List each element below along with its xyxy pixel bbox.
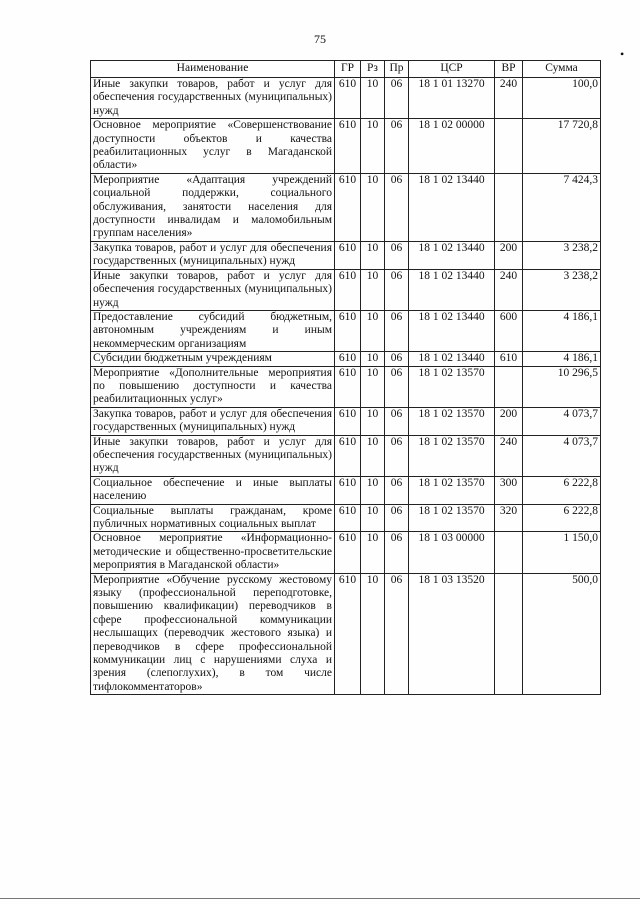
header-sum: Сумма <box>523 61 601 78</box>
row-vr: 200 <box>495 241 523 269</box>
row-gr: 610 <box>335 78 361 119</box>
row-sum: 4 186,1 <box>523 352 601 366</box>
table-row <box>91 366 601 407</box>
row-rz: 10 <box>361 435 385 476</box>
row-gr: 610 <box>335 366 361 407</box>
row-sum: 4 073,7 <box>523 435 601 476</box>
row-sum: 100,0 <box>523 78 601 119</box>
header-vr: ВР <box>495 61 523 78</box>
table-row <box>91 407 601 435</box>
row-pr: 06 <box>385 310 409 351</box>
table-row <box>91 269 601 310</box>
row-vr: 320 <box>495 504 523 532</box>
row-rz: 10 <box>361 78 385 119</box>
table-header-row <box>91 61 601 78</box>
row-name: Субсидии бюджетным учреждениям <box>91 352 335 366</box>
row-gr: 610 <box>335 352 361 366</box>
row-gr: 610 <box>335 532 361 573</box>
row-pr: 06 <box>385 435 409 476</box>
row-gr: 610 <box>335 407 361 435</box>
row-sum: 4 186,1 <box>523 310 601 351</box>
row-csr: 18 1 03 00000 <box>409 532 495 573</box>
row-pr: 06 <box>385 407 409 435</box>
table-row <box>91 352 601 366</box>
row-pr: 06 <box>385 119 409 174</box>
row-vr: 600 <box>495 310 523 351</box>
row-rz: 10 <box>361 269 385 310</box>
row-vr <box>495 119 523 174</box>
header-name: Наименование <box>91 61 335 78</box>
row-name: Мероприятие «Обучение русскому жестовому языку (профессиональной переподготовке, повышению квалификации) переводчиков в сфере профессиональной коммуникации неслышащих (переводчик жестового языка) и переводчиков в сфере профессиональной коммуникации лиц с нарушениями слуха и зрения (слепоглухих), в том числе тифлокомментаторов» <box>91 573 335 695</box>
row-name: Закупка товаров, работ и услуг для обеспечения государственных (муниципальных) нужд <box>91 241 335 269</box>
row-pr: 06 <box>385 352 409 366</box>
header-rz: Рз <box>361 61 385 78</box>
row-name: Предоставление субсидий бюджетным, автономным учреждениям и иным некоммерческим организациям <box>91 310 335 351</box>
row-csr: 18 1 02 00000 <box>409 119 495 174</box>
row-sum: 500,0 <box>523 573 601 695</box>
row-pr: 06 <box>385 241 409 269</box>
row-name: Мероприятие «Адаптация учреждений социальной поддержки, социального обслуживания, занятости населения для доступности инвалидам и маломобильным группам населения» <box>91 173 335 241</box>
row-gr: 610 <box>335 476 361 504</box>
header-gr: ГР <box>335 61 361 78</box>
row-csr: 18 1 02 13440 <box>409 352 495 366</box>
row-gr: 610 <box>335 573 361 695</box>
table-row <box>91 310 601 351</box>
row-name: Основное мероприятие «Информационно-методические и общественно-просветительские мероприятия в Магаданской области» <box>91 532 335 573</box>
row-rz: 10 <box>361 573 385 695</box>
row-vr: 240 <box>495 78 523 119</box>
row-name: Социальное обеспечение и иные выплаты населению <box>91 476 335 504</box>
page-bottom-rule <box>0 898 640 899</box>
row-rz: 10 <box>361 532 385 573</box>
row-csr: 18 1 02 13440 <box>409 269 495 310</box>
row-rz: 10 <box>361 119 385 174</box>
row-sum: 10 296,5 <box>523 366 601 407</box>
header-csr: ЦСР <box>409 61 495 78</box>
row-gr: 610 <box>335 241 361 269</box>
row-sum: 7 424,3 <box>523 173 601 241</box>
table-row <box>91 241 601 269</box>
row-rz: 10 <box>361 407 385 435</box>
row-rz: 10 <box>361 310 385 351</box>
row-vr: 200 <box>495 407 523 435</box>
row-sum: 6 222,8 <box>523 476 601 504</box>
row-gr: 610 <box>335 504 361 532</box>
row-rz: 10 <box>361 366 385 407</box>
row-sum: 4 073,7 <box>523 407 601 435</box>
table-row <box>91 435 601 476</box>
row-rz: 10 <box>361 476 385 504</box>
row-rz: 10 <box>361 352 385 366</box>
row-pr: 06 <box>385 532 409 573</box>
row-name: Иные закупки товаров, работ и услуг для обеспечения государственных (муниципальных) нужд <box>91 78 335 119</box>
row-csr: 18 1 01 13270 <box>409 78 495 119</box>
row-name: Основное мероприятие «Совершенствование доступности объектов и качества реабилитационных услуг в Магаданской области» <box>91 119 335 174</box>
row-gr: 610 <box>335 435 361 476</box>
row-gr: 610 <box>335 310 361 351</box>
table-row <box>91 476 601 504</box>
row-pr: 06 <box>385 366 409 407</box>
row-pr: 06 <box>385 269 409 310</box>
row-csr: 18 1 02 13440 <box>409 173 495 241</box>
row-csr: 18 1 03 13520 <box>409 573 495 695</box>
row-rz: 10 <box>361 173 385 241</box>
row-pr: 06 <box>385 173 409 241</box>
row-csr: 18 1 02 13570 <box>409 366 495 407</box>
row-sum: 17 720,8 <box>523 119 601 174</box>
row-name: Социальные выплаты гражданам, кроме публичных нормативных социальных выплат <box>91 504 335 532</box>
row-sum: 6 222,8 <box>523 504 601 532</box>
row-csr: 18 1 02 13440 <box>409 241 495 269</box>
row-rz: 10 <box>361 504 385 532</box>
row-vr <box>495 573 523 695</box>
row-gr: 610 <box>335 173 361 241</box>
table-row <box>91 573 601 695</box>
table-row <box>91 532 601 573</box>
row-pr: 06 <box>385 476 409 504</box>
row-csr: 18 1 02 13570 <box>409 407 495 435</box>
row-csr: 18 1 02 13570 <box>409 435 495 476</box>
row-vr <box>495 366 523 407</box>
row-vr: 240 <box>495 435 523 476</box>
table-row <box>91 78 601 119</box>
row-csr: 18 1 02 13570 <box>409 476 495 504</box>
row-vr <box>495 173 523 241</box>
row-name: Иные закупки товаров, работ и услуг для обеспечения государственных (муниципальных) нужд <box>91 269 335 310</box>
table-row <box>91 119 601 174</box>
row-name: Иные закупки товаров, работ и услуг для обеспечения государственных (муниципальных) нужд <box>91 435 335 476</box>
row-vr <box>495 532 523 573</box>
row-vr: 300 <box>495 476 523 504</box>
table-row <box>91 173 601 241</box>
row-pr: 06 <box>385 573 409 695</box>
row-pr: 06 <box>385 504 409 532</box>
table-row <box>91 504 601 532</box>
header-pr: Пр <box>385 61 409 78</box>
row-gr: 610 <box>335 269 361 310</box>
row-sum: 1 150,0 <box>523 532 601 573</box>
row-gr: 610 <box>335 119 361 174</box>
row-sum: 3 238,2 <box>523 241 601 269</box>
row-name: Мероприятие «Дополнительные мероприятия по повышению доступности и качества реабилитационных услуг» <box>91 366 335 407</box>
row-name: Закупка товаров, работ и услуг для обеспечения государственных (муниципальных) нужд <box>91 407 335 435</box>
row-vr: 240 <box>495 269 523 310</box>
row-csr: 18 1 02 13440 <box>409 310 495 351</box>
row-rz: 10 <box>361 241 385 269</box>
row-sum: 3 238,2 <box>523 269 601 310</box>
row-csr: 18 1 02 13570 <box>409 504 495 532</box>
margin-mark: • <box>620 47 625 61</box>
row-pr: 06 <box>385 78 409 119</box>
budget-table <box>90 60 601 695</box>
page-number: 75 <box>314 32 326 46</box>
row-vr: 610 <box>495 352 523 366</box>
